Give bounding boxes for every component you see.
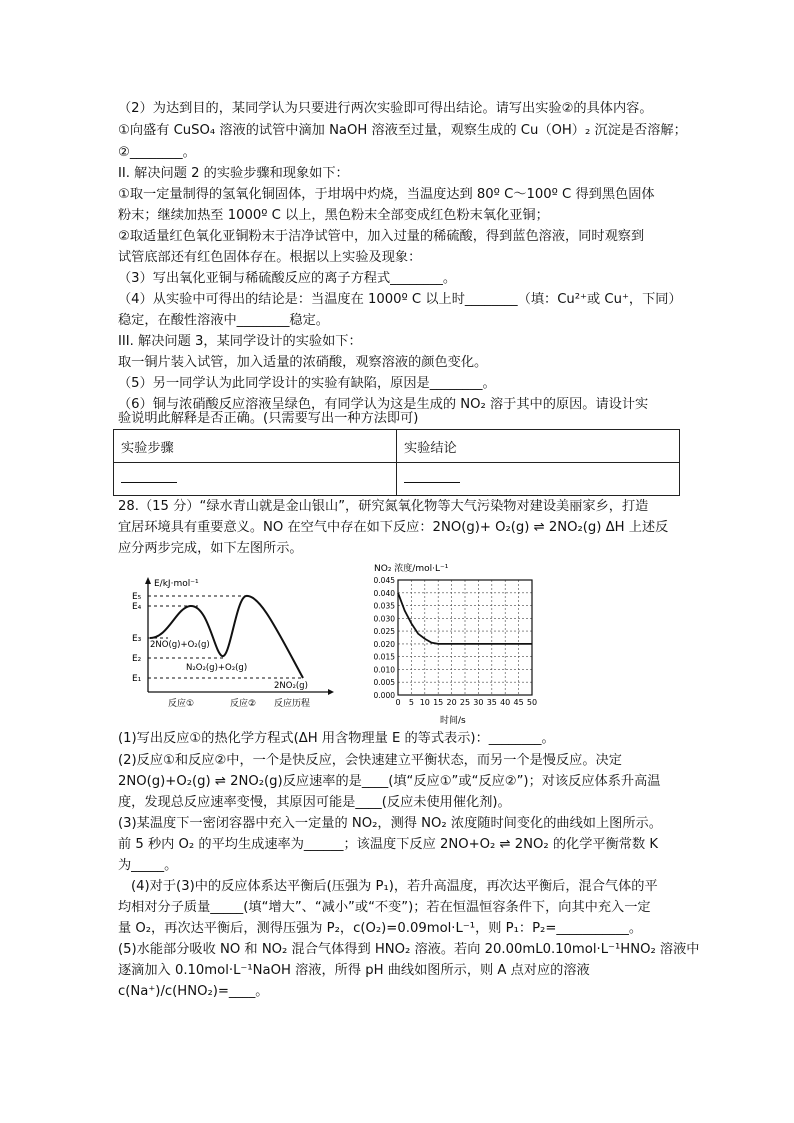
x-tick-label: 25 <box>459 698 471 707</box>
text-line: 应分两步完成，如下左图所示。 <box>118 541 303 556</box>
x-tick-label: 40 <box>500 698 511 707</box>
x-axis-arrow <box>328 689 334 695</box>
level-label-e2: E₂ <box>132 654 142 664</box>
answer-blank <box>121 471 177 483</box>
y-tick-label: 0.005 <box>373 678 395 688</box>
x-tick-label: 35 <box>486 698 497 707</box>
text-line: 前 5 秒内 O₂ 的平均生成速率为______；该温度下反应 2NO+O₂ ⇌ 2NO₂ 的化学平衡常数 K <box>118 837 659 852</box>
level-label-e3: E₃ <box>132 634 142 644</box>
text-line: 均相对分子质量_____(填“增大”、“减小”或“不变”)；若在恒温恒容条件下，向其中充入一定 <box>118 900 651 915</box>
table-cell-steps <box>114 463 397 496</box>
text-line: （5）另一同学认为此同学设计的实验有缺陷，原因是________。 <box>118 376 496 391</box>
text-line: 度，发现总反应速率变慢，其原因可能是____(反应未使用催化剂)。 <box>118 795 511 810</box>
y-tick-label: 0.000 <box>373 691 395 700</box>
y-tick-label: 0.020 <box>373 639 395 649</box>
level-label-e4: E₄ <box>132 602 142 612</box>
y-tick-label: 0.025 <box>373 627 395 637</box>
text-line: 试管底部还有红色固体存在。根据以上实验及现象： <box>118 250 422 265</box>
text-line: 量 O₂，再次达平衡后，测得压强为 P₂，c(O₂)=0.09mol·L⁻¹，则 P₁：P₂=___________。 <box>118 921 643 936</box>
x-tick-label: 0 <box>395 698 401 707</box>
level-label-e1: E₁ <box>132 674 142 684</box>
table-header-conclusion: 实验结论 <box>397 430 680 463</box>
text-line: ①取一定量制得的氢氧化铜固体，于坩埚中灼烧，当温度达到 80º C～100º C 得到黑色固体 <box>118 187 655 202</box>
x-tick-label: 50 <box>526 698 538 707</box>
table-header-steps: 实验步骤 <box>114 430 397 463</box>
no2-concentration-chart <box>360 560 540 725</box>
text-line: (3)某温度下一密闭容器中充入一定量的 NO₂，测得 NO₂ 浓度随时间变化的曲线如上图所示。 <box>118 816 662 831</box>
text-line: (5)水能部分吸收 NO 和 NO₂ 混合气体得到 HNO₂ 溶液。若向 20.00mL0.10mol·L⁻¹HNO₂ 溶液中 <box>118 942 700 957</box>
answer-blank <box>404 471 460 483</box>
text-line: （2）为达到目的，某同学认为只要进行两次实验即可得出结论。请写出实验②的具体内容。 <box>118 101 653 116</box>
level-label-e5: E₅ <box>132 592 142 602</box>
text-line: 逐滴加入 0.10mol·L⁻¹NaOH 溶液，所得 pH 曲线如图所示，则 A 点对应的溶液 <box>118 963 590 978</box>
y-axis-arrow <box>145 577 151 584</box>
text-line: II. 解决问题 2 的实验步骤和现象如下： <box>118 166 349 181</box>
text-line: 2NO(g)+O₂(g) ⇌ 2NO₂(g)反应速率的是____(填“反应①”或“反应②”)；对该反应体系升高温 <box>118 774 661 789</box>
x-tick-label: 20 <box>446 698 457 707</box>
x-axis-label: 时间/s <box>440 716 466 725</box>
text-line: （3）写出氧化亚铜与稀硫酸反应的离子方程式________。 <box>118 271 457 286</box>
chart-grid <box>398 580 532 695</box>
y-tick-label: 0.030 <box>373 614 395 624</box>
y-axis-label: E/kJ·mol⁻¹ <box>154 579 199 589</box>
y-tick-label: 0.015 <box>373 652 395 662</box>
x-tick-label: 5 <box>408 698 414 707</box>
species-label: 2NO₂(g) <box>274 681 308 691</box>
text-line: 为_____。 <box>118 858 178 873</box>
table-cell-conclusion <box>397 463 680 496</box>
species-label: 2NO(g)+O₂(g) <box>150 640 210 650</box>
question-28-line: 28.（15 分）“绿水青山就是金山银山”，研究氮氧化物等大气污染物对建设美丽家乡，打造 <box>118 499 649 514</box>
x-label-step2: 反应② <box>230 699 257 709</box>
y-tick-label: 0.035 <box>373 601 395 611</box>
x-tick-label: 45 <box>513 698 524 707</box>
x-label-path: 反应历程 <box>274 699 311 709</box>
text-line: （6）铜与浓硝酸反应溶液呈绿色，有同学认为这是生成的 NO₂ 溶于其中的原因。请设计实 <box>118 397 649 412</box>
text-line: (4)对于(3)中的反应体系达平衡后(压强为 P₁)，若升高温度，再次达平衡后，混合气体的平 <box>131 879 658 894</box>
text-line: ②________。 <box>118 145 196 160</box>
text-line: ②取适量红色氧化亚铜粉末于洁净试管中，加入过量的稀硫酸，得到蓝色溶液，同时观察到 <box>118 229 645 244</box>
text-line: （4）从实验中可得出的结论是：当温度在 1000º C 以上时________（填：Cu²⁺或 Cu⁺，下同） <box>118 292 682 307</box>
x-tick-label: 30 <box>473 698 484 707</box>
y-tick-label: 0.045 <box>373 576 395 585</box>
y-tick-label: 0.010 <box>373 665 395 675</box>
text-line: c(Na⁺)/c(HNO₂)=____。 <box>118 984 269 999</box>
energy-profile-diagram <box>128 572 338 712</box>
x-tick-label: 15 <box>433 698 444 707</box>
text-line: (1)写出反应①的热化学方程式(ΔH 用含物理量 E 的等式表示)：________。 <box>118 731 555 746</box>
y-tick-label: 0.040 <box>373 588 395 598</box>
text-line: (2)反应①和反应②中，一个是快反应，会快速建立平衡状态，而另一个是慢反应。决定 <box>118 753 622 768</box>
chart-title: NO₂ 浓度/mol·L⁻¹ <box>374 564 449 574</box>
species-label: N₂O₂(g)+O₂(g) <box>186 663 248 673</box>
text-line: III. 解决问题 3，某同学设计的实验如下： <box>118 334 362 349</box>
text-line: ①向盛有 CuSO₄ 溶液的试管中滴加 NaOH 溶液至过量，观察生成的 Cu（OH）₂ 沉淀是否溶解； <box>118 123 687 138</box>
text-line: 取一铜片装入试管，加入适量的浓硝酸，观察溶液的颜色变化。 <box>118 355 488 370</box>
text-line: 宜居环境具有重要意义。NO 在空气中存在如下反应：2NO(g)+ O₂(g) ⇌ 2NO₂(g) ΔH 上述反 <box>118 520 669 535</box>
x-label-step1: 反应① <box>168 699 195 709</box>
text-line: 验说明此解释是否正确。(只需要写出一种方法即可) <box>118 411 419 426</box>
text-line: 稳定，在酸性溶液中________稳定。 <box>118 313 329 328</box>
experiment-table <box>113 429 680 496</box>
x-tick-label: 10 <box>419 698 430 707</box>
text-line: 粉末；继续加热至 1000º C 以上，黑色粉末全部变成红色粉末氧化亚铜； <box>118 208 549 223</box>
